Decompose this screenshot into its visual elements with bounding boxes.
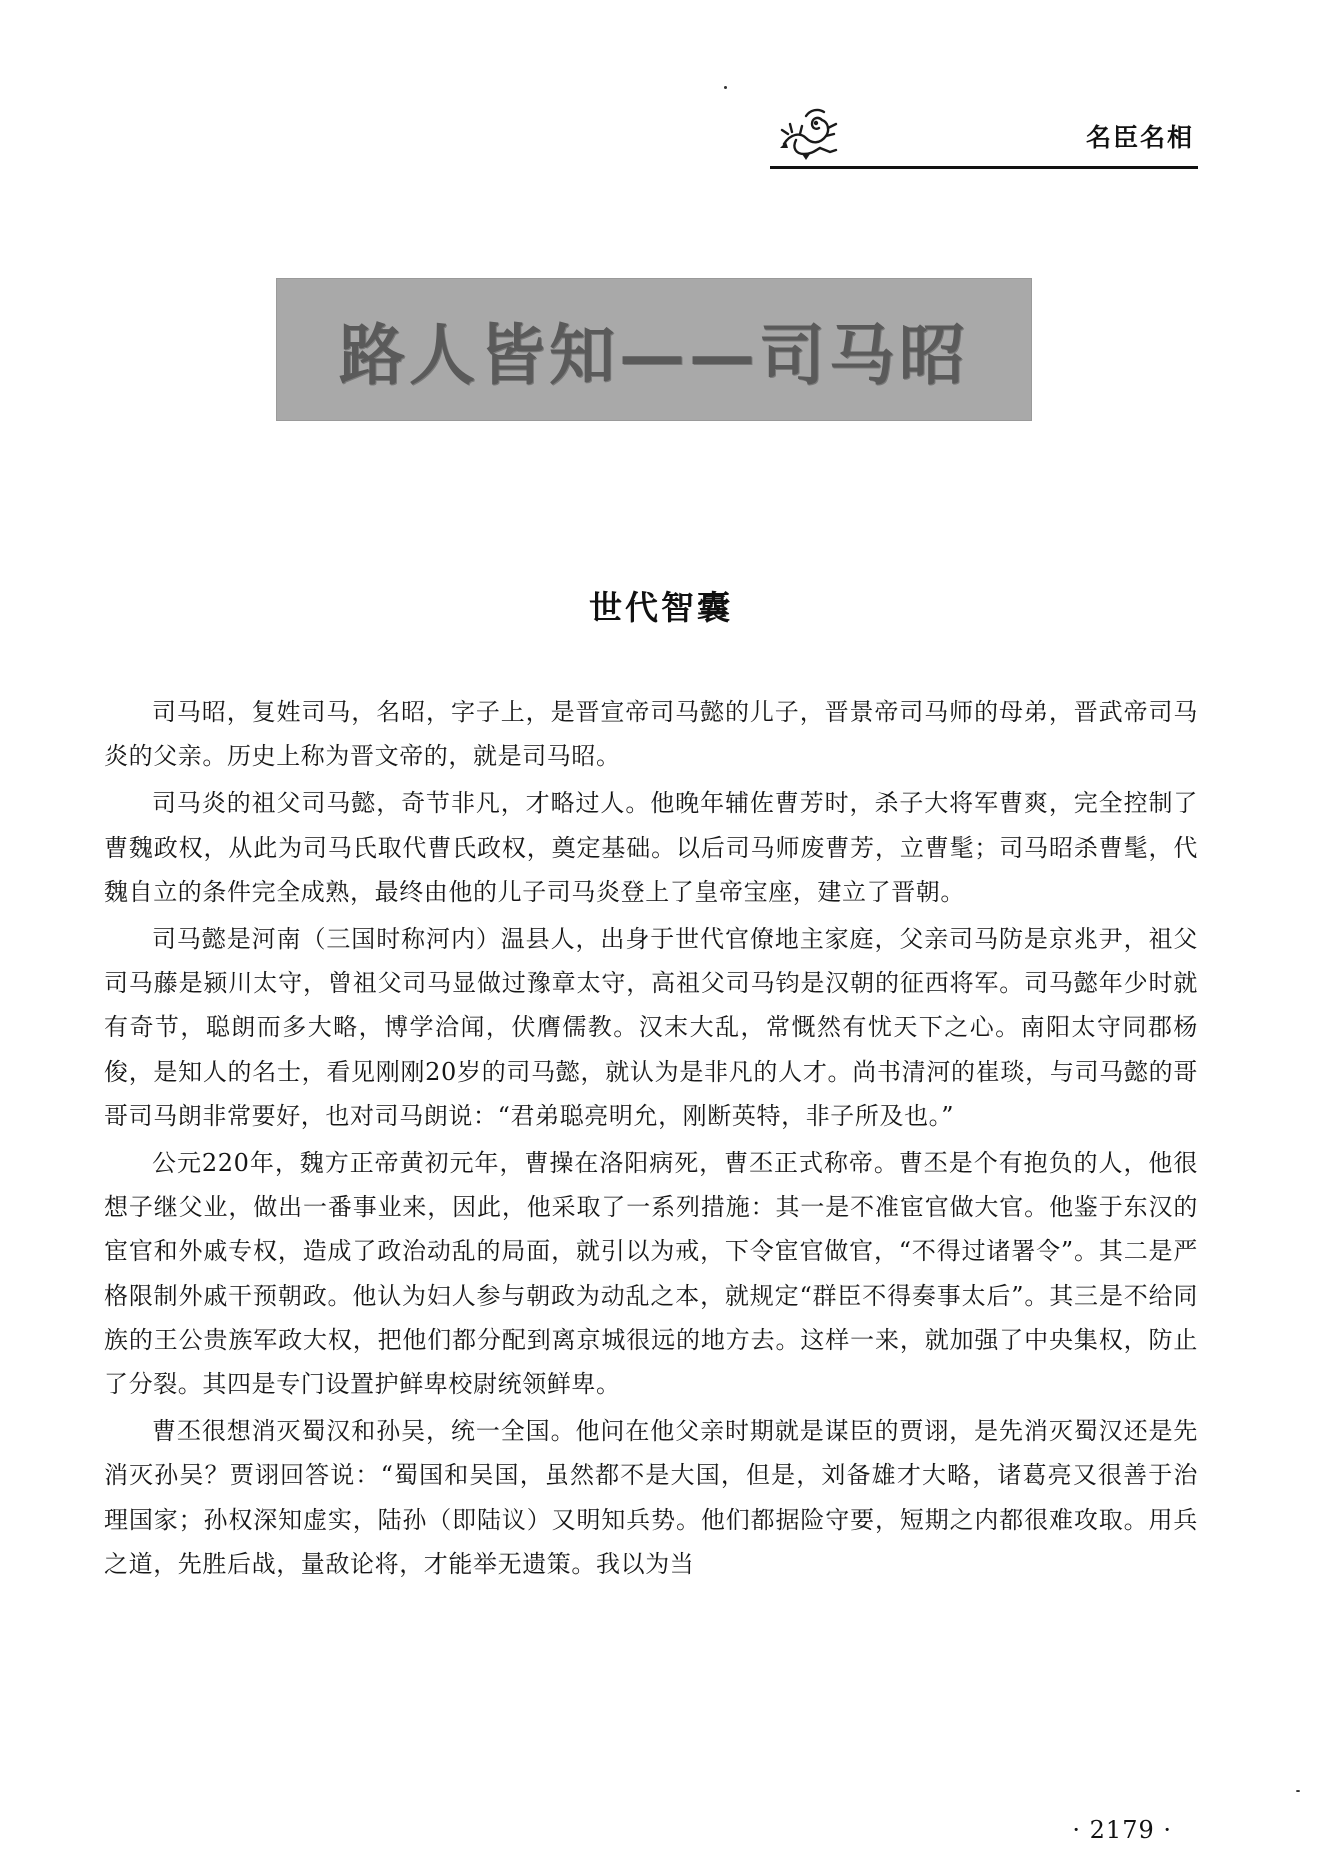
header-rule [770,166,1198,169]
dragon-emblem-icon [776,104,842,162]
section-heading: 世代智囊 [589,588,733,627]
paragraph: 司马昭，复姓司马，名昭，字子上，是晋宣帝司马懿的儿子，晋景帝司马师的母弟，晋武帝司马炎的父亲。历史上称为晋文帝的，就是司马昭。 [104,698,1198,771]
body-text [104,690,1198,1589]
scan-speck [1296,1790,1300,1792]
paragraph: 公元220年，魏方正帝黄初元年，曹操在洛阳病死，曹丕正式称帝。曹丕是个有抱负的人，他很想子继父业，做出一番事业来，因此，他采取了一系列措施：其一是不准宦官做大官。他鉴于东汉的宦官和外戚专权，造成了政治动乱的局面，就引以为戒，下令宦官做官，“不得过诸署令”。其二是严格限制外戚干预朝政。他认为妇人参与朝政为动乱之本，就规定“群臣不得奏事太后”。其三是不给同族的王公贵族军政大权，把他们都分配到离京城很远的地方去。这样一来，就加强了中央集权，防止了分裂。其四是专门设置护鲜卑校尉统领鲜卑。 [104,1149,1198,1399]
paragraph: 曹丕很想消灭蜀汉和孙吴，统一全国。他问在他父亲时期就是谋臣的贾诩，是先消灭蜀汉还是先消灭孙吴？贾诩回答说：“蜀国和吴国，虽然都不是大国，但是，刘备雄才大略，诸葛亮又很善于治理国家；孙权深知虚实，陆孙（即陆议）又明知兵势。他们都据险守要，短期之内都很难攻取。用兵之道，先胜后战，量敌论将，才能举无遗策。我以为当 [104,1417,1198,1578]
chapter-title-banner [276,278,1032,421]
chapter-title: 路人皆知——司马昭 [339,316,969,394]
running-header-section-title: 名臣名相 [1085,123,1194,152]
paragraph: 司马炎的祖父司马懿，奇节非凡，才略过人。他晚年辅佐曹芳时，杀子大将军曹爽，完全控制了曹魏政权，从此为司马氏取代曹氏政权，奠定基础。以后司马师废曹芳，立曹髦；司马昭杀曹髦，代魏自立的条件完全成熟，最终由他的儿子司马炎登上了皇帝宝座，建立了晋朝。 [104,789,1198,906]
paragraph: 司马懿是河南（三国时称河内）温县人，出身于世代官僚地主家庭，父亲司马防是京兆尹，祖父司马藤是颍川太守，曾祖父司马显做过豫章太守，高祖父司马钧是汉朝的征西将军。司马懿年少时就有奇节，聪朗而多大略，博学洽闻，伏膺儒教。汉末大乱，常慨然有忧天下之心。南阳太守同郡杨俊，是知人的名士，看见刚刚20岁的司马懿，就认为是非凡的人才。尚书清河的崔琰，与司马懿的哥哥司马朗非常要好，也对司马朗说：“君弟聪亮明允，刚断英特，非子所及也。” [104,925,1198,1130]
page-number: · 2179 · [1072,1816,1172,1844]
scan-speck [724,86,727,89]
